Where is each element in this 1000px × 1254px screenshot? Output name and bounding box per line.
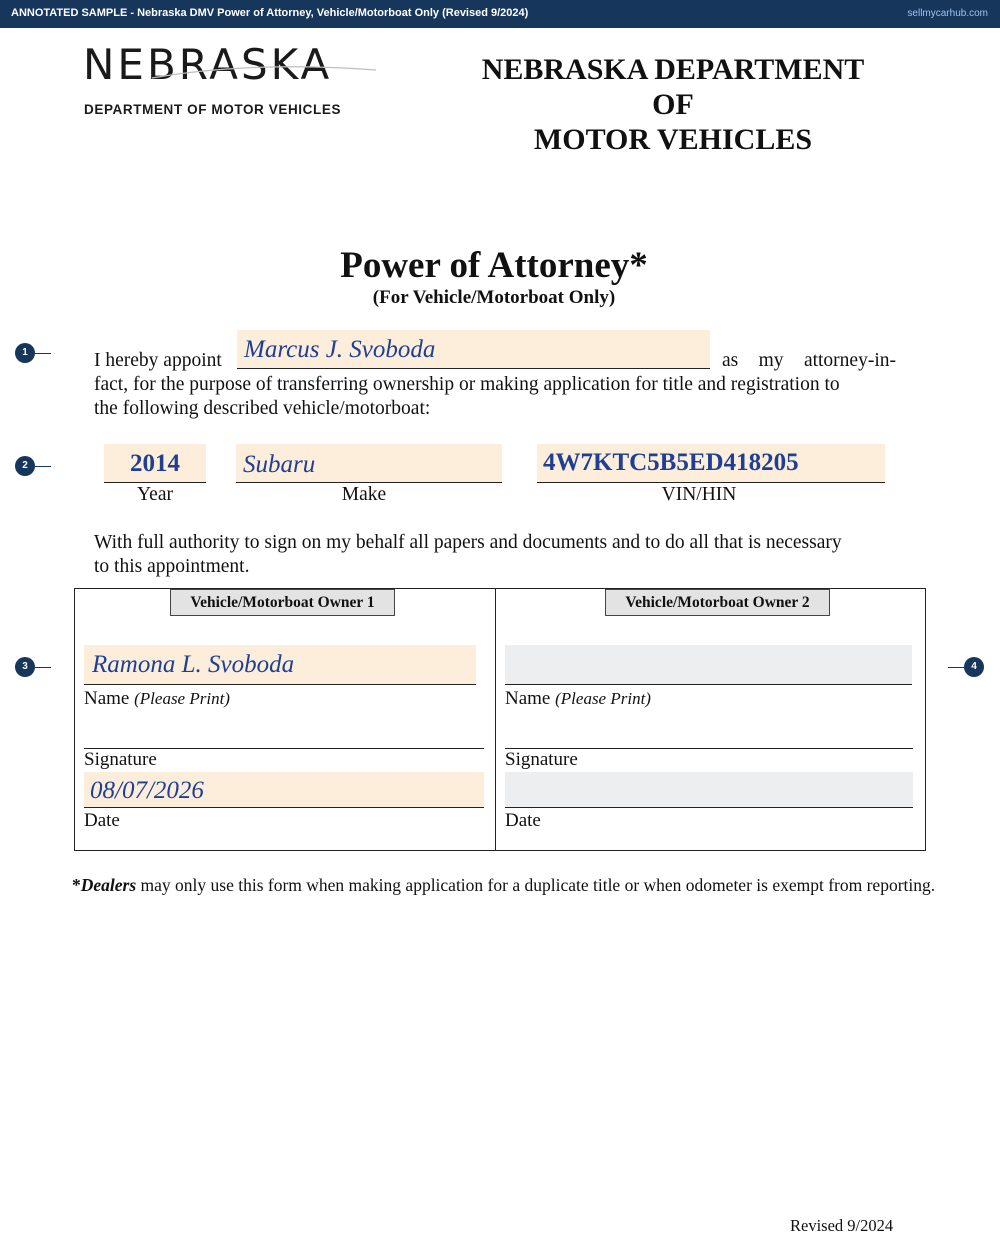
department-line-3: MOTOR VEHICLES [533,123,813,156]
owner-2-signature-label: Signature [505,749,578,770]
appoint-line-3: the following described vehicle/motorboat: [94,398,431,419]
owner-1-name-hint: (Please Print) [134,689,230,708]
callout-badge-3: 3 [15,657,35,677]
owner-1-name-underline [84,684,476,685]
owner-2-date-label: Date [505,810,541,831]
department-heading [440,52,906,157]
owners-table-divider [495,588,496,851]
site-link[interactable]: sellmycarhub.com [907,8,988,19]
appoint-suffix: as my attorney-in- [722,350,896,371]
callout-badge-1: 1 [15,343,35,363]
owner-2-name-field[interactable] [505,645,912,684]
callout-line-2 [35,466,51,467]
revision-date: Revised 9/2024 [790,1216,894,1235]
owner-1-date-label: Date [84,810,120,831]
callout-line-3 [35,667,51,668]
make-value: Subaru [243,451,316,478]
callout-badge-4: 4 [964,657,984,677]
callout-line-4 [948,667,964,668]
attorney-name-value: Marcus J. Svoboda [244,336,436,363]
form-title: Power of Attorney* [340,245,648,286]
callout-line-1 [35,353,51,354]
owner-1-date-value: 08/07/2026 [90,777,204,804]
appoint-prefix: I hereby appoint [94,350,222,371]
dealer-footnote: *Dealers may only use this form when making application for a duplicate title or when odometer is exempt from reporting. [72,875,936,895]
authority-line-2: to this appointment. [94,556,250,577]
logo-swoosh-icon [150,62,380,82]
owner-2-name-hint: (Please Print) [555,689,651,708]
banner-title: ANNOTATED SAMPLE - Nebraska DMV Power of Attorney, Vehicle/Motorboat Only (Revised 9/2024) [11,7,529,19]
vin-underline [537,482,885,483]
top-banner [0,0,1000,28]
owner-2-name-underline [505,684,912,685]
department-line-2: OF [652,88,694,121]
owner-1-header: Vehicle/Motorboat Owner 1 [170,589,395,616]
footnote-dealers: Dealers [80,875,137,895]
make-caption: Make [341,484,387,505]
logo-subtitle: DEPARTMENT OF MOTOR VEHICLES [84,102,342,117]
owner-2-name-label: Name (Please Print) [505,688,651,709]
vin-value: 4W7KTC5B5ED418205 [543,449,799,476]
owner-1-name-label: Name (Please Print) [84,688,230,709]
make-underline [236,482,502,483]
year-value: 2014 [130,450,180,477]
department-line-1: NEBRASKA DEPARTMENT [481,53,865,86]
owners-table [74,588,926,851]
owner-2-date-field[interactable] [505,772,913,807]
authority-line-1: With full authority to sign on my behalf all papers and documents and to do all that is necessary [94,532,842,553]
owner-1-date-underline [84,807,484,808]
owner-1-name-value: Ramona L. Svoboda [92,651,295,678]
year-underline [104,482,206,483]
owner-1-signature-label: Signature [84,749,157,770]
appoint-line-2: fact, for the purpose of transferring ownership or making application for title and registration to [94,374,840,395]
vin-caption: VIN/HIN [661,484,737,505]
attorney-name-underline [237,368,710,369]
nebraska-logo-wordmark: NEBRASKA [83,40,333,89]
form-subtitle: (For Vehicle/Motorboat Only) [372,287,616,308]
callout-badge-2: 2 [15,456,35,476]
owner-2-header: Vehicle/Motorboat Owner 2 [605,589,830,616]
owner-2-date-underline [505,807,913,808]
year-caption: Year [137,484,173,505]
